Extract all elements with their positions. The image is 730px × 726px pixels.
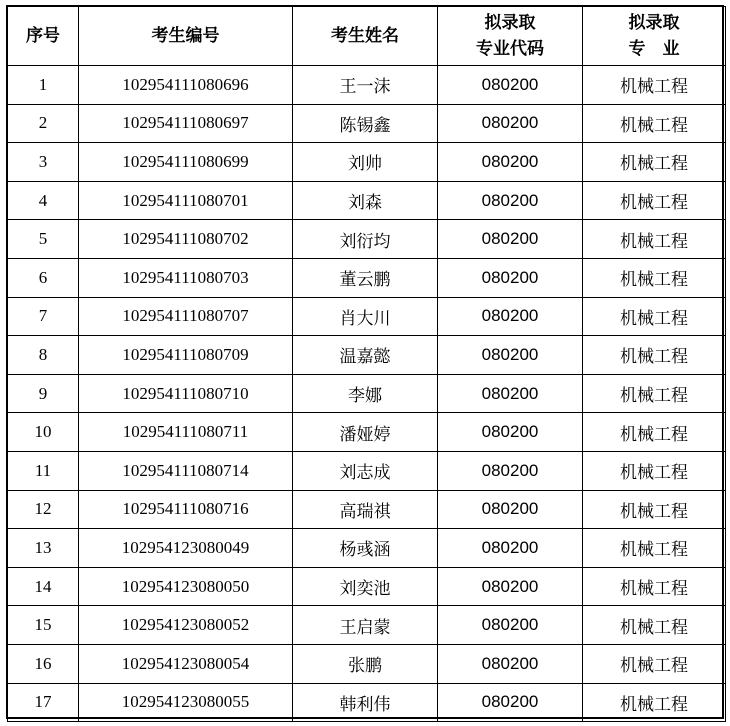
- table-row: [8, 567, 726, 606]
- cell-major-code: 080200: [438, 220, 583, 259]
- cell-index: 9: [8, 374, 79, 413]
- table-row: [8, 413, 726, 452]
- header-major-code-line1: 拟录取: [484, 13, 536, 33]
- cell-index: 15: [8, 606, 79, 645]
- cell-exam-id: 102954111080716: [79, 490, 293, 529]
- cell-index: 6: [8, 258, 79, 297]
- header-name-label: 考生姓名: [331, 26, 399, 46]
- cell-index: 8: [8, 336, 79, 375]
- cell-index: 2: [8, 104, 79, 143]
- cell-name: 刘帅: [293, 143, 438, 182]
- cell-exam-id: 102954111080707: [79, 297, 293, 336]
- cell-name: 李娜: [293, 374, 438, 413]
- table-row: [8, 374, 726, 413]
- header-major-code: [438, 7, 583, 66]
- cell-major: 机械工程: [583, 529, 726, 568]
- cell-name: 王一沫: [293, 66, 438, 105]
- table-row: [8, 336, 726, 375]
- cell-name: 刘森: [293, 181, 438, 220]
- cell-major: 机械工程: [583, 413, 726, 452]
- cell-major-code: 080200: [438, 413, 583, 452]
- cell-index: 5: [8, 220, 79, 259]
- cell-major: 机械工程: [583, 336, 726, 375]
- table-row: [8, 220, 726, 259]
- cell-name: 刘衍均: [293, 220, 438, 259]
- cell-major: 机械工程: [583, 490, 726, 529]
- cell-name: 董云鹏: [293, 258, 438, 297]
- cell-exam-id: 102954111080701: [79, 181, 293, 220]
- cell-exam-id: 102954111080714: [79, 451, 293, 490]
- header-major-line2: 专 业: [628, 39, 680, 59]
- cell-major: 机械工程: [583, 644, 726, 683]
- table-row: [8, 181, 726, 220]
- table-row: [8, 529, 726, 568]
- cell-major: 机械工程: [583, 104, 726, 143]
- header-name: [293, 7, 438, 66]
- cell-exam-id: 102954111080696: [79, 66, 293, 105]
- cell-major: 机械工程: [583, 451, 726, 490]
- table-row: [8, 644, 726, 683]
- cell-major-code: 080200: [438, 529, 583, 568]
- header-exam-id-label: 考生编号: [151, 26, 220, 46]
- table-body: [8, 66, 726, 722]
- cell-major: 机械工程: [583, 683, 726, 722]
- cell-major-code: 080200: [438, 143, 583, 182]
- cell-name: 肖大川: [293, 297, 438, 336]
- cell-exam-id: 102954123080055: [79, 683, 293, 722]
- cell-name: 高瑞祺: [293, 490, 438, 529]
- table-row: [8, 258, 726, 297]
- cell-exam-id: 102954123080054: [79, 644, 293, 683]
- cell-major-code: 080200: [438, 258, 583, 297]
- cell-name: 张鹏: [293, 644, 438, 683]
- cell-index: 10: [8, 413, 79, 452]
- cell-name: 陈锡鑫: [293, 104, 438, 143]
- cell-major: 机械工程: [583, 181, 726, 220]
- cell-exam-id: 102954111080710: [79, 374, 293, 413]
- cell-major-code: 080200: [438, 490, 583, 529]
- cell-index: 4: [8, 181, 79, 220]
- cell-index: 14: [8, 567, 79, 606]
- cell-major: 机械工程: [583, 297, 726, 336]
- table-row: [8, 143, 726, 182]
- cell-index: 16: [8, 644, 79, 683]
- cell-major-code: 080200: [438, 644, 583, 683]
- cell-name: 王启蒙: [293, 606, 438, 645]
- cell-major: 机械工程: [583, 606, 726, 645]
- cell-major: 机械工程: [583, 374, 726, 413]
- cell-index: 17: [8, 683, 79, 722]
- cell-major-code: 080200: [438, 336, 583, 375]
- header-index-label: 序号: [26, 26, 60, 46]
- cell-major-code: 080200: [438, 104, 583, 143]
- cell-major-code: 080200: [438, 683, 583, 722]
- table-row: [8, 104, 726, 143]
- table-header: [8, 7, 726, 66]
- header-exam-id: [79, 7, 293, 66]
- table-row: [8, 606, 726, 645]
- cell-major: 机械工程: [583, 66, 726, 105]
- cell-major-code: 080200: [438, 451, 583, 490]
- cell-index: 1: [8, 66, 79, 105]
- header-row: [8, 7, 726, 66]
- cell-index: 7: [8, 297, 79, 336]
- header-major-line1: 拟录取: [628, 13, 680, 33]
- cell-index: 12: [8, 490, 79, 529]
- table-row: [8, 451, 726, 490]
- cell-name: 韩利伟: [293, 683, 438, 722]
- cell-major: 机械工程: [583, 567, 726, 606]
- admission-table: [7, 6, 726, 722]
- cell-index: 3: [8, 143, 79, 182]
- cell-exam-id: 102954111080697: [79, 104, 293, 143]
- cell-major: 机械工程: [583, 220, 726, 259]
- cell-exam-id: 102954111080711: [79, 413, 293, 452]
- cell-exam-id: 102954111080709: [79, 336, 293, 375]
- cell-major-code: 080200: [438, 606, 583, 645]
- table-row: [8, 66, 726, 105]
- cell-exam-id: 102954111080699: [79, 143, 293, 182]
- table-row: [8, 683, 726, 722]
- cell-major-code: 080200: [438, 66, 583, 105]
- cell-index: 11: [8, 451, 79, 490]
- table-row: [8, 490, 726, 529]
- header-index: [8, 7, 79, 66]
- header-major-code-line2: 专业代码: [476, 39, 544, 59]
- cell-exam-id: 102954123080052: [79, 606, 293, 645]
- cell-index: 13: [8, 529, 79, 568]
- cell-major-code: 080200: [438, 297, 583, 336]
- cell-major-code: 080200: [438, 374, 583, 413]
- cell-major-code: 080200: [438, 181, 583, 220]
- cell-name: 温嘉懿: [293, 336, 438, 375]
- cell-name: 潘娅婷: [293, 413, 438, 452]
- cell-major: 机械工程: [583, 258, 726, 297]
- cell-name: 杨彧涵: [293, 529, 438, 568]
- header-major: [583, 7, 726, 66]
- cell-name: 刘奕池: [293, 567, 438, 606]
- cell-major: 机械工程: [583, 143, 726, 182]
- cell-exam-id: 102954111080702: [79, 220, 293, 259]
- cell-exam-id: 102954123080050: [79, 567, 293, 606]
- cell-major-code: 080200: [438, 567, 583, 606]
- cell-exam-id: 102954111080703: [79, 258, 293, 297]
- cell-exam-id: 102954123080049: [79, 529, 293, 568]
- table-row: [8, 297, 726, 336]
- cell-name: 刘志成: [293, 451, 438, 490]
